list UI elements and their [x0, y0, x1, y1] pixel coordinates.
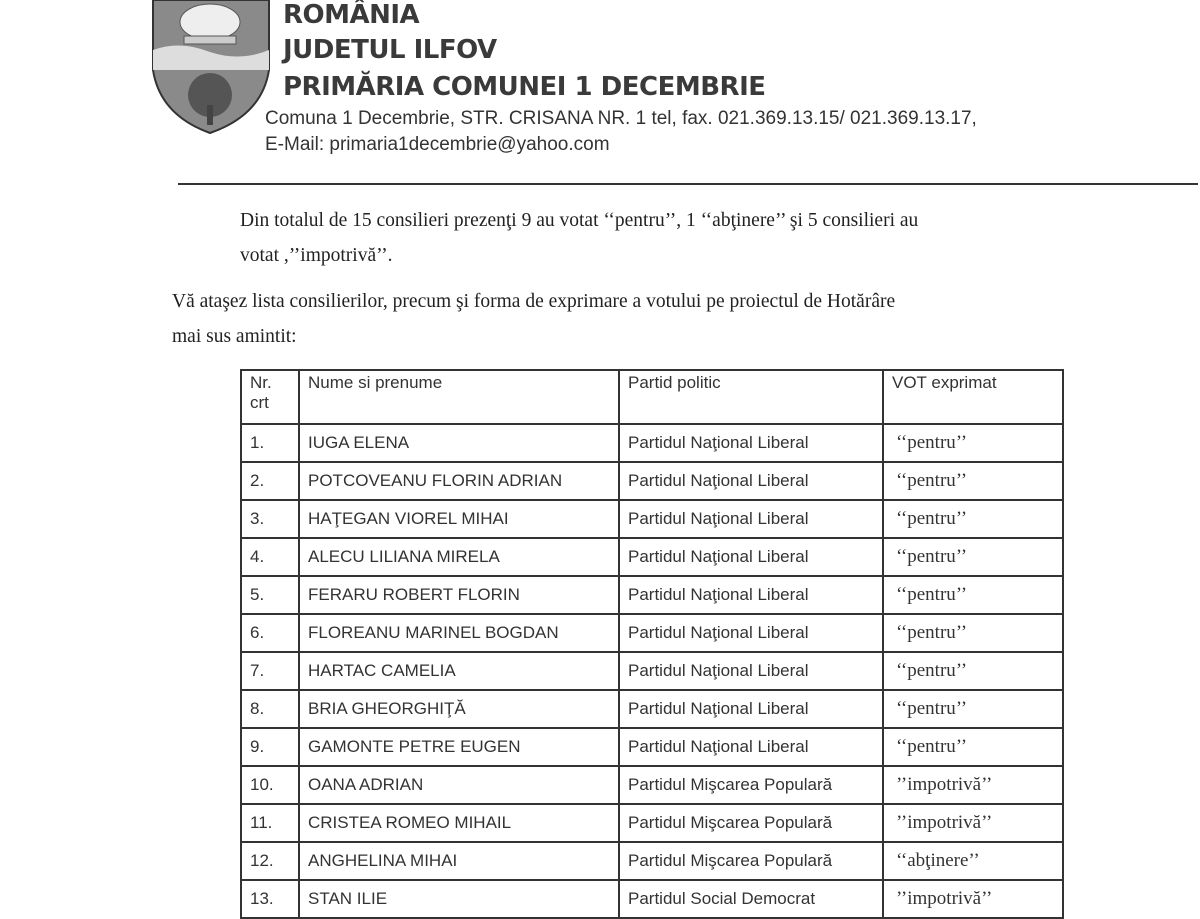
- table-row: [241, 576, 1063, 614]
- email: E-Mail: primaria1decembrie@yahoo.com: [265, 134, 610, 155]
- row-name: CRISTEA ROMEO MIHAIL: [299, 804, 619, 842]
- row-name: ALECU LILIANA MIRELA: [299, 538, 619, 576]
- table-row: [241, 690, 1063, 728]
- row-number: 2.: [241, 462, 299, 500]
- row-name: FLOREANU MARINEL BOGDAN: [299, 614, 619, 652]
- row-number: 9.: [241, 728, 299, 766]
- row-name: GAMONTE PETRE EUGEN: [299, 728, 619, 766]
- row-number: 10.: [241, 766, 299, 804]
- row-vote: ’’impotrivă’’: [883, 766, 1063, 804]
- row-party: Partidul Naţional Liberal: [619, 614, 883, 652]
- row-vote: ’’impotrivă’’: [883, 880, 1063, 918]
- paragraph-2: Vă ataşez lista consilierilor, precum şi forma de exprimare a votului pe proiectul de Hotărâre: [172, 291, 896, 312]
- row-number: 6.: [241, 614, 299, 652]
- table-row: [241, 462, 1063, 500]
- header-divider: [178, 183, 1198, 185]
- table-row: [241, 842, 1063, 880]
- row-party: Partidul Naţional Liberal: [619, 424, 883, 462]
- row-number: 4.: [241, 538, 299, 576]
- row-number: 3.: [241, 500, 299, 538]
- table-row: [241, 614, 1063, 652]
- row-vote: ‘‘pentru’’: [883, 690, 1063, 728]
- row-number: 8.: [241, 690, 299, 728]
- table-row: [241, 500, 1063, 538]
- table-row: [241, 538, 1063, 576]
- row-vote: ‘‘pentru’’: [883, 424, 1063, 462]
- row-party: Partidul Mişcarea Populară: [619, 804, 883, 842]
- row-name: IUGA ELENA: [299, 424, 619, 462]
- row-party: Partidul Naţional Liberal: [619, 538, 883, 576]
- row-party: Partidul Naţional Liberal: [619, 652, 883, 690]
- row-vote: ‘‘pentru’’: [883, 538, 1063, 576]
- row-party: Partidul Social Democrat: [619, 880, 883, 918]
- county-heading: JUDETUL ILFOV: [283, 35, 497, 65]
- vote-table: [240, 369, 1064, 919]
- row-name: FERARU ROBERT FLORIN: [299, 576, 619, 614]
- row-name: ANGHELINA MIHAI: [299, 842, 619, 880]
- row-party: Partidul Mişcarea Populară: [619, 766, 883, 804]
- row-name: HAŢEGAN VIOREL MIHAI: [299, 500, 619, 538]
- row-vote: ‘‘pentru’’: [883, 500, 1063, 538]
- country-heading: ROMÂNIA: [283, 0, 420, 30]
- row-name: OANA ADRIAN: [299, 766, 619, 804]
- row-number: 1.: [241, 424, 299, 462]
- paragraph-1: Din totalul de 15 consilieri prezenţi 9 au votat ‘‘pentru’’, 1 ‘‘abţinere’’ şi 5 consilieri au: [240, 210, 919, 231]
- row-number: 12.: [241, 842, 299, 880]
- row-party: Partidul Naţional Liberal: [619, 728, 883, 766]
- row-party: Partidul Naţional Liberal: [619, 462, 883, 500]
- table-row: [241, 652, 1063, 690]
- row-vote: ‘‘pentru’’: [883, 576, 1063, 614]
- row-vote: ‘‘abţinere’’: [883, 842, 1063, 880]
- row-party: Partidul Naţional Liberal: [619, 690, 883, 728]
- row-name: STAN ILIE: [299, 880, 619, 918]
- col-vote: VOT exprimat: [883, 370, 1063, 424]
- col-nr: Nr. crt: [241, 370, 299, 424]
- row-number: 11.: [241, 804, 299, 842]
- row-vote: ‘‘pentru’’: [883, 614, 1063, 652]
- row-number: 7.: [241, 652, 299, 690]
- row-party: Partidul Naţional Liberal: [619, 500, 883, 538]
- row-number: 13.: [241, 880, 299, 918]
- coat-of-arms-logo: [150, 0, 272, 135]
- table-row: [241, 728, 1063, 766]
- table-row: [241, 880, 1063, 918]
- paragraph-1-cont: votat ,’’impotrivă’’.: [240, 245, 393, 266]
- col-name: Nume si prenume: [299, 370, 619, 424]
- table-row: [241, 804, 1063, 842]
- paragraph-2-cont: mai sus amintit:: [172, 326, 297, 347]
- row-vote: ’’impotrivă’’: [883, 804, 1063, 842]
- row-name: POTCOVEANU FLORIN ADRIAN: [299, 462, 619, 500]
- institution-heading: PRIMĂRIA COMUNEI 1 DECEMBRIE: [283, 72, 766, 102]
- row-party: Partidul Naţional Liberal: [619, 576, 883, 614]
- row-name: HARTAC CAMELIA: [299, 652, 619, 690]
- row-party: Partidul Mişcarea Populară: [619, 842, 883, 880]
- row-number: 5.: [241, 576, 299, 614]
- table-row: [241, 766, 1063, 804]
- row-vote: ‘‘pentru’’: [883, 652, 1063, 690]
- address: Comuna 1 Decembrie, STR. CRISANA NR. 1 tel, fax. 021.369.13.15/ 021.369.13.17,: [265, 108, 977, 129]
- row-vote: ‘‘pentru’’: [883, 728, 1063, 766]
- table-row: [241, 424, 1063, 462]
- col-party: Partid politic: [619, 370, 883, 424]
- row-vote: ‘‘pentru’’: [883, 462, 1063, 500]
- table-header: [241, 370, 1063, 424]
- row-name: BRIA GHEORGHIŢĂ: [299, 690, 619, 728]
